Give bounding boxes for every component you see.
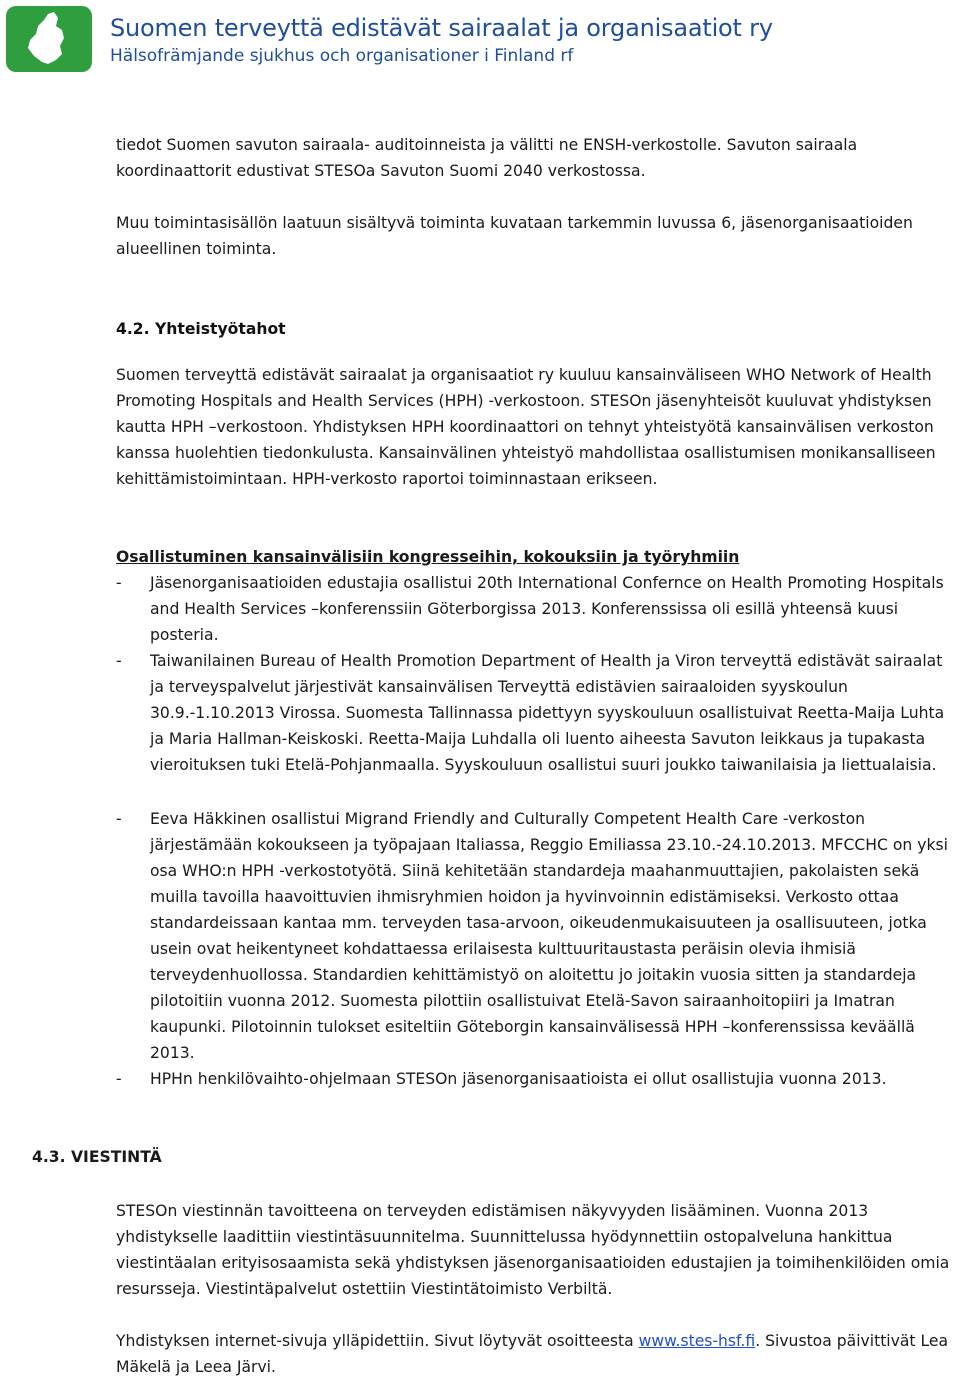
list-item-text: Taiwanilainen Bureau of Health Promotion Department of Health ja Viron terveyttä edistävät sairaalat ja terveyspalvelut järjestivät kansainvälisen Terveyttä edistävien sairaaloiden syyskoulun 30.9.-1.10.2013 Virossa. Suomesta Tallinnassa pidettyyn syyskouluun osallistuivat Reetta-Maija Luhta ja Maria Hallman-Keiskoski. Reetta-Maija Luhdalla oli luento aiheesta Savuton leikkaus ja tupakasta vieroituksen tuki Etelä-Pohjanmaalla. Syyskouluun osallistui suuri joukko taiwanilaisia ja liettualaisia. — [150, 652, 945, 774]
list-item — [116, 806, 956, 1066]
section-heading-4-3: 4.3. VIESTINTÄ — [32, 1148, 162, 1166]
list-item — [116, 1066, 956, 1092]
list-item — [116, 648, 956, 778]
paragraph-savuton-sairaala: tiedot Suomen savuton sairaala- auditoinneista ja välitti ne ENSH-verkostolle. Savuton sairaala koordinaattorit edustivat STESOa Savuton Suomi 2040 verkostossa. — [116, 136, 858, 180]
organization-name-finnish: Suomen terveyttä edistävät sairaalat ja organisaatiot ry — [110, 14, 773, 42]
website-link[interactable]: www.stes-hsf.fi — [638, 1332, 756, 1350]
bullet-marker: - — [116, 810, 122, 828]
paragraph-muu-toiminta: Muu toimintasisällön laatuun sisältyvä toiminta kuvataan tarkemmin luvussa 6, jäsenorganisaatioiden alueellinen toiminta. — [116, 214, 913, 258]
section-number: 4.2. — [116, 320, 150, 338]
web-text-before: Yhdistyksen internet-sivuja ylläpidettiin. Sivut löytyvät osoitteesta — [116, 1332, 639, 1350]
list-item-text: Eeva Häkkinen osallistui Migrand Friendly and Culturally Competent Health Care -verkoston järjestämään kokoukseen ja työpajaan Italiassa, Reggio Emiliassa 23.10.-24.10.2013. MFCCHC on yksi osa WHO:n HPH -verkostotyötä. Siinä kehitetään standardeja maahanmuuttajien, pakolaisten sekä muilla tavoilla haavoittuvien ihmisryhmien hoidon ja hyvinvoinnin edistämiseksi. Verkosto ottaa standardeissaan kantaa mm. terveyden tasa-arvoon, oikeudenmukaisuuteen ja osallisuuteen, jotka usein ovat heikentyneet kohdattaessa erilaisesta kulttuuritaustasta peräisin olevia ihmisiä terveydenhuollossa. Standardien kehittämistyö on aloitettu jo joitakin vuosia sitten ja standardeja pilotoitiin vuonna 2012. Suomesta pilottiin osallistuivat Etelä-Savon sairaanhoitopiiri ja Imatran kaupunki. Pilotoinnin tulokset esiteltiin Göteborgin kansainvälisessä HPH –konferenssissa keväällä 2013. — [150, 810, 948, 1062]
list-item-text: HPHn henkilövaihto-ohjelmaan STESOn jäsenorganisaatioista ei ollut osallistujia vuonna 2013. — [150, 1070, 887, 1088]
list-item-text: Jäsenorganisaatioiden edustajia osallistui 20th International Confernce on Health Promoting Hospitals and Health Services –konferenssiin Göterborgissa 2013. Konferenssissa oli esillä yhteensä kuusi posteria. — [150, 574, 944, 644]
bullet-marker: - — [116, 652, 122, 670]
bullet-marker: - — [116, 574, 122, 592]
web-text-after: . Sivustoa päivittivät Lea Mäkelä ja Leea Järvi. — [116, 1332, 949, 1376]
list-item — [116, 570, 956, 648]
organization-name-swedish: Hälsofrämjande sjukhus och organisationer i Finland rf — [110, 46, 574, 66]
paragraph-yhteistyotahot: Suomen terveyttä edistävät sairaalat ja organisaatiot ry kuuluu kansainväliseen WHO Network of Health Promoting Hospitals and Health Services (HPH) -verkostoon. STESOn jäsenyhteisöt kuuluvat yhdistyksen kautta HPH –verkostoon. Yhdistyksen HPH koordinaattori on tehnyt yhteistyötä kansainvälisen verkoston kanssa huolehtien tiedonkulusta. Kansainvälinen yhteistyö mahdollistaa osallistumisen monikansalliseen kehittämistoimintaan. HPH-verkosto raportoi toiminnastaan erikseen. — [116, 366, 936, 488]
paragraph-internet-sivut — [116, 1328, 952, 1380]
finland-map-logo-icon — [4, 4, 94, 74]
subheading-kongressit: Osallistuminen kansainvälisiin kongresseihin, kokouksiin ja työryhmiin — [116, 548, 740, 566]
section-heading-4-2 — [116, 316, 286, 342]
paragraph-viestinta: STESOn viestinnän tavoitteena on terveyden edistämisen näkyvyyden lisääminen. Vuonna 2013 yhdistykselle laadittiin viestintäsuunnitelma. Suunnittelussa hyödynnettiin ostopalveluna hankittua viestintäalan erityisosaamista sekä yhdistyksen jäsenorganisaatioiden edustajien ja toimihenkilöiden omia resursseja. Viestintäpalvelut ostettiin Viestintätoimisto Verbiltä. — [116, 1202, 950, 1298]
document-header — [0, 0, 960, 80]
section-title: Yhteistyötahot — [155, 320, 286, 338]
bullet-marker: - — [116, 1070, 122, 1088]
